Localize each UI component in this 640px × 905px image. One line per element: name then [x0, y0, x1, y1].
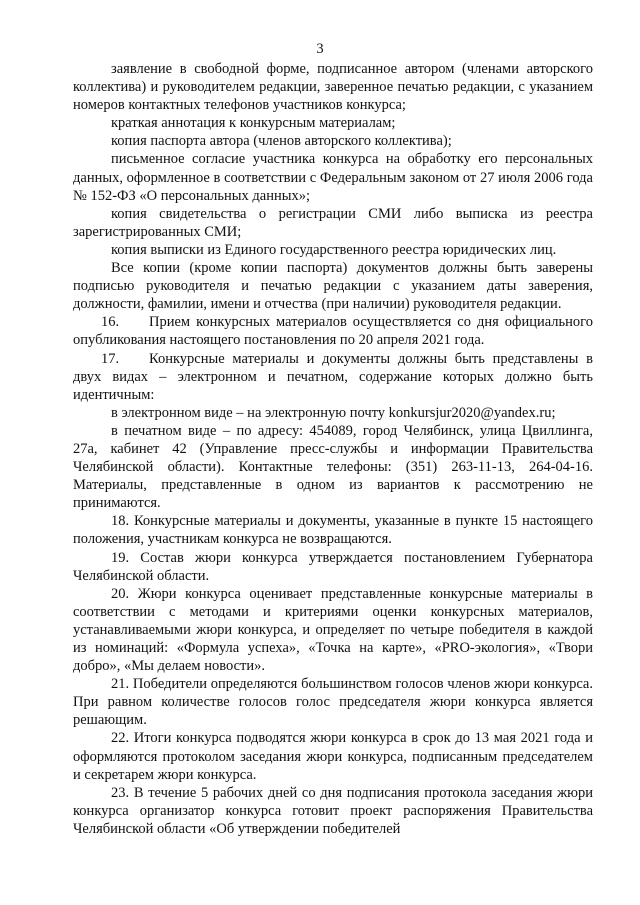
paragraph: 20. Жюри конкурса оценивает представленные конкурсные материалы в соответствии с методами и критериями оценки конкурсных материалов, устанавливаемыми жюри конкурса, и определяет по четыре победителя в каждой из номинаций: «Формула успеха», «Точка на карте», «PRO-экология», «Твори добро», «Мы делаем новости».	[73, 585, 593, 675]
item-16	[73, 313, 593, 349]
paragraph: заявление в свободной форме, подписанное автором (членами авторского коллектива) и руководителем редакции, заверенное печатью редакции, с указанием номеров контактных телефонов участников конкурса;	[73, 61, 593, 114]
paragraph: копия выписки из Единого государственного реестра юридических лиц.	[111, 241, 557, 258]
item-text: Прием конкурсных материалов осуществляется со дня официального опубликования настоящего постановления по 20 апреля 2021 года.	[73, 314, 593, 349]
paragraph: краткая аннотация к конкурсным материалам;	[111, 115, 396, 132]
page-number: 3	[316, 41, 324, 57]
item-17	[73, 350, 593, 404]
paragraph: в электронном виде – на электронную почту konkursjur2020@yandex.ru;	[111, 404, 556, 421]
paragraph: 21. Победители определяются большинством голосов членов жюри конкурса. При равном количестве голосов голос председателя жюри конкурса является решающим.	[73, 676, 593, 729]
paragraph: 23. В течение 5 рабочих дней со дня подписания протокола заседания жюри конкурса организатор конкурса готовит проект распоряжения Правительства Челябинской области «Об утверждении победителей	[73, 784, 593, 837]
item-number: 17.	[101, 350, 120, 367]
item-number: 16.	[101, 314, 120, 331]
paragraph: 22. Итоги конкурса подводятся жюри конкурса в срок до 13 мая 2021 года и оформляются протоколом заседания жюри конкурса, подписанным председателем и секретарем жюри конкурса.	[73, 730, 593, 783]
item-text: Конкурсные материалы и документы должны быть представлены в двух видах – электронном и печатном, содержание которых должно быть идентичным:	[73, 350, 593, 403]
paragraph: 18. Конкурсные материалы и документы, указанные в пункте 15 настоящего положения, участникам конкурса не возвращаются.	[73, 513, 593, 548]
paragraph: копия свидетельства о регистрации СМИ либо выписка из реестра зарегистрированных СМИ;	[73, 205, 593, 240]
document-body	[73, 60, 593, 838]
paragraph: копия паспорта автора (членов авторского коллектива);	[111, 133, 452, 150]
paragraph: в печатном виде – по адресу: 454089, город Челябинск, улица Цвиллинга, 27а, кабинет 42 (Управление пресс-службы и информации Правительства Челябинской области). Контактные телефоны: (351) 263-11-13, 264-04-16. Материалы, представленные в одном из вариантов к рассмотрению не принимаются.	[73, 422, 593, 512]
paragraph: Все копии (кроме копии паспорта) документов должны быть заверены подписью руководителя и печатью редакции с указанием даты заверения, должности, фамилии, имени и отчества (при наличии) руководителя редакции.	[73, 260, 593, 313]
paragraph: письменное согласие участника конкурса на обработку его персональных данных, оформленное в соответствии с Федеральным законом от 27 июля 2006 года № 152-ФЗ «О персональных данных»;	[73, 151, 593, 204]
paragraph: 19. Состав жюри конкурса утверждается постановлением Губернатора Челябинской области.	[73, 549, 593, 584]
